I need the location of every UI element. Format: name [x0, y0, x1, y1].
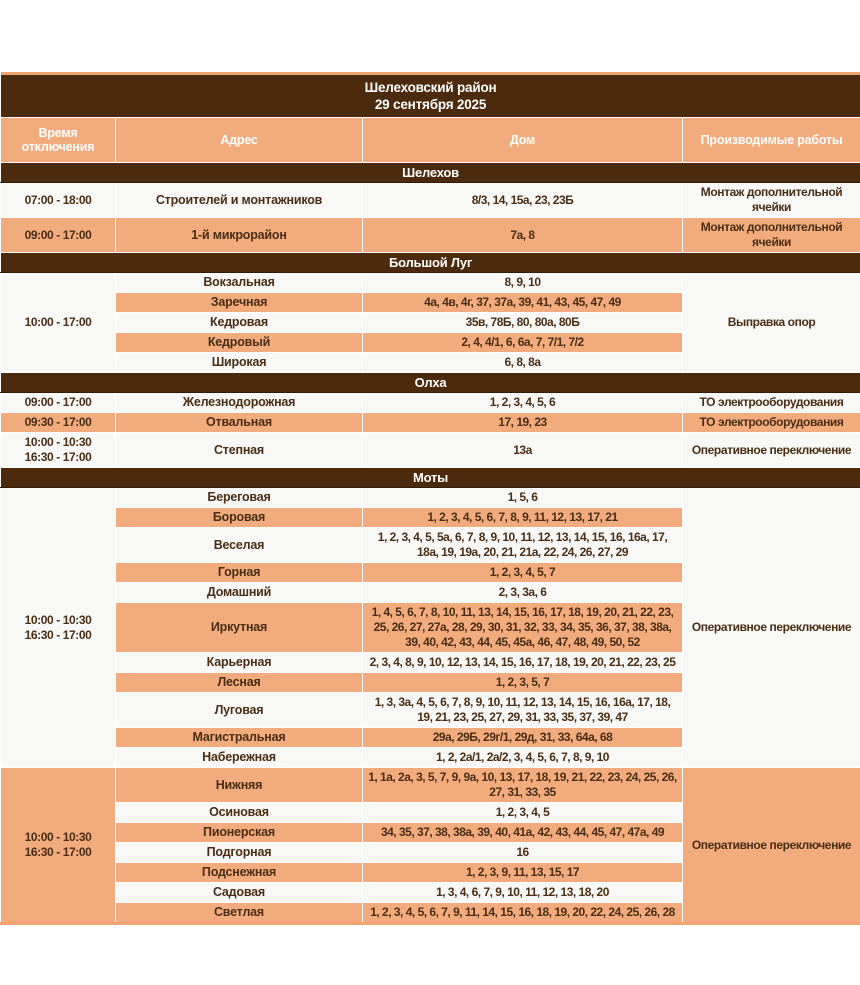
section-header: Моты — [1, 468, 860, 488]
houses-cell: 4а, 4в, 4г, 37, 37а, 39, 41, 43, 45, 47, 49 — [363, 293, 683, 313]
work-cell: Монтаж дополнительной ячейки — [683, 218, 860, 253]
houses-cell: 2, 3, 4, 8, 9, 10, 12, 13, 14, 15, 16, 17, 18, 19, 20, 21, 22, 23, 25 — [363, 653, 683, 673]
street-cell: Степная — [116, 433, 363, 468]
street-cell: Садовая — [116, 883, 363, 903]
street-cell: Карьерная — [116, 653, 363, 673]
houses-cell: 2, 3, 3а, 6 — [363, 583, 683, 603]
street-cell: Осиновая — [116, 803, 363, 823]
work-cell: Оперативное переключение — [683, 768, 860, 924]
street-cell: Кедровая — [116, 313, 363, 333]
time-line: 09:00 - 17:00 — [24, 395, 92, 409]
table-row — [1, 393, 860, 413]
street-cell: Магистральная — [116, 728, 363, 748]
time-line: 07:00 - 18:00 — [24, 192, 92, 207]
table-row — [1, 488, 860, 508]
street-cell: Светлая — [116, 903, 363, 924]
houses-cell: 1, 2, 3, 4, 5, 6, 7, 8, 9, 11, 12, 13, 17, 21 — [363, 508, 683, 528]
houses-cell: 1, 3, 3а, 4, 5, 6, 7, 8, 9, 10, 11, 12, 13, 14, 15, 16, 16а, 17, 18, 19, 21, 23, 25, 27, 29, 31, 33, 35, 37, 39, 47 — [363, 693, 683, 728]
table-row — [1, 218, 860, 253]
work-cell: Оперативное переключение — [683, 433, 860, 468]
time-line: 16:30 - 17:00 — [24, 845, 92, 859]
work-cell: ТО электрооборудования — [683, 413, 860, 433]
column-header-row — [1, 118, 860, 163]
col-header-works: Производимые работы — [683, 118, 860, 163]
street-cell: Веселая — [116, 528, 363, 563]
time-line: 10:00 - 10:30 — [24, 612, 92, 627]
houses-cell: 1, 2, 3, 4, 5, 5а, 6, 7, 8, 9, 10, 11, 12, 13, 14, 15, 16, 16а, 17, 18а, 19, 19а, 20, 21, 21а, 22, 24, 26, 27, 29 — [363, 528, 683, 563]
work-cell: Монтаж дополнительной ячейки — [683, 183, 860, 218]
houses-cell: 6, 8, 8а — [363, 353, 683, 373]
houses-cell: 8, 9, 10 — [363, 273, 683, 293]
work-cell: Оперативное переключение — [683, 488, 860, 768]
time-line: 10:00 - 17:00 — [24, 315, 92, 329]
houses-cell: 1, 5, 6 — [363, 488, 683, 508]
table-row — [1, 413, 860, 433]
street-cell: Отвальная — [116, 413, 363, 433]
section-row — [1, 163, 860, 183]
houses-cell: 1, 4, 5, 6, 7, 8, 10, 11, 13, 14, 15, 16, 17, 18, 19, 20, 21, 22, 23, 25, 26, 27, 27а, 28, 29, 30, 31, 32, 33, 34, 35, 36, 37, 38, 38а, 39, 40, 42, 43, 44, 45, 45а, 46, 47, 48, 49, 50, 52 — [363, 603, 683, 653]
houses-cell: 1, 2, 3, 4, 5, 6 — [363, 393, 683, 413]
houses-cell: 1, 3, 4, 6, 7, 9, 10, 11, 12, 13, 18, 20 — [363, 883, 683, 903]
street-cell: Набережная — [116, 748, 363, 768]
houses-cell: 1, 2, 3, 9, 11, 13, 15, 17 — [363, 863, 683, 883]
time-cell — [1, 433, 116, 468]
houses-cell: 1, 2, 3, 4, 5, 6, 7, 9, 11, 14, 15, 16, 18, 19, 20, 22, 24, 25, 26, 28 — [363, 903, 683, 924]
houses-cell: 8/3, 14, 15а, 23, 23Б — [363, 183, 683, 218]
houses-cell: 34, 35, 37, 38, 38а, 39, 40, 41а, 42, 43, 44, 45, 47, 47а, 49 — [363, 823, 683, 843]
time-cell — [1, 218, 116, 253]
street-cell: Боровая — [116, 508, 363, 528]
street-cell: Нижняя — [116, 768, 363, 803]
street-cell: Лесная — [116, 673, 363, 693]
table-title-district: Шелеховский район — [364, 80, 497, 95]
table-row — [1, 768, 860, 803]
page-background — [0, 72, 860, 985]
time-line: 16:30 - 17:00 — [24, 627, 92, 642]
col-header-house: Дом — [363, 118, 683, 163]
table-row — [1, 433, 860, 468]
street-cell: Горная — [116, 563, 363, 583]
houses-cell: 1, 2, 2а/1, 2а/2, 3, 4, 5, 6, 7, 8, 9, 10 — [363, 748, 683, 768]
street-cell: Подснежная — [116, 863, 363, 883]
section-row — [1, 373, 860, 393]
time-line: 10:00 - 10:30 — [24, 435, 92, 449]
section-header: Шелехов — [1, 163, 860, 183]
time-cell — [1, 488, 116, 768]
time-line: 09:00 - 17:00 — [24, 227, 92, 242]
street-cell: Широкая — [116, 353, 363, 373]
street-cell: Кедровый — [116, 333, 363, 353]
houses-cell: 35в, 78Б, 80, 80а, 80Б — [363, 313, 683, 333]
work-cell: ТО электрооборудования — [683, 393, 860, 413]
col-header-time: Время отключения — [1, 118, 116, 163]
col-header-address: Адрес — [116, 118, 363, 163]
outage-schedule-table — [0, 72, 860, 925]
time-line: 09:30 - 17:00 — [24, 415, 92, 429]
section-header: Олха — [1, 373, 860, 393]
street-cell: Вокзальная — [116, 273, 363, 293]
time-cell — [1, 273, 116, 373]
street-cell: 1-й микрорайон — [116, 218, 363, 253]
table-title — [1, 74, 860, 118]
street-cell: Луговая — [116, 693, 363, 728]
time-cell — [1, 393, 116, 413]
houses-cell: 7а, 8 — [363, 218, 683, 253]
houses-cell: 1, 2, 3, 4, 5 — [363, 803, 683, 823]
section-row — [1, 253, 860, 273]
time-line: 10:00 - 10:30 — [24, 830, 92, 844]
street-cell: Заречная — [116, 293, 363, 313]
section-row — [1, 468, 860, 488]
houses-cell: 1, 1а, 2а, 3, 5, 7, 9, 9а, 10, 13, 17, 18, 19, 21, 22, 23, 24, 25, 26, 27, 31, 33, 35 — [363, 768, 683, 803]
street-cell: Домашний — [116, 583, 363, 603]
street-cell: Иркутная — [116, 603, 363, 653]
time-cell — [1, 183, 116, 218]
street-cell: Подгорная — [116, 843, 363, 863]
houses-cell: 2, 4, 4/1, 6, 6а, 7, 7/1, 7/2 — [363, 333, 683, 353]
table-title-date: 29 сентября 2025 — [374, 97, 487, 112]
table-title-row — [1, 74, 860, 118]
time-line: 16:30 - 17:00 — [24, 450, 92, 464]
houses-cell: 16 — [363, 843, 683, 863]
street-cell: Строителей и монтажников — [116, 183, 363, 218]
houses-cell: 17, 19, 23 — [363, 413, 683, 433]
street-cell: Пионерская — [116, 823, 363, 843]
table-row — [1, 183, 860, 218]
houses-cell: 13а — [363, 433, 683, 468]
time-cell — [1, 413, 116, 433]
street-cell: Железнодорожная — [116, 393, 363, 413]
work-cell: Выправка опор — [683, 273, 860, 373]
houses-cell: 29а, 29Б, 29г/1, 29д, 31, 33, 64а, 68 — [363, 728, 683, 748]
street-cell: Береговая — [116, 488, 363, 508]
houses-cell: 1, 2, 3, 5, 7 — [363, 673, 683, 693]
time-cell — [1, 768, 116, 924]
houses-cell: 1, 2, 3, 4, 5, 7 — [363, 563, 683, 583]
table-row — [1, 273, 860, 293]
section-header: Большой Луг — [1, 253, 860, 273]
